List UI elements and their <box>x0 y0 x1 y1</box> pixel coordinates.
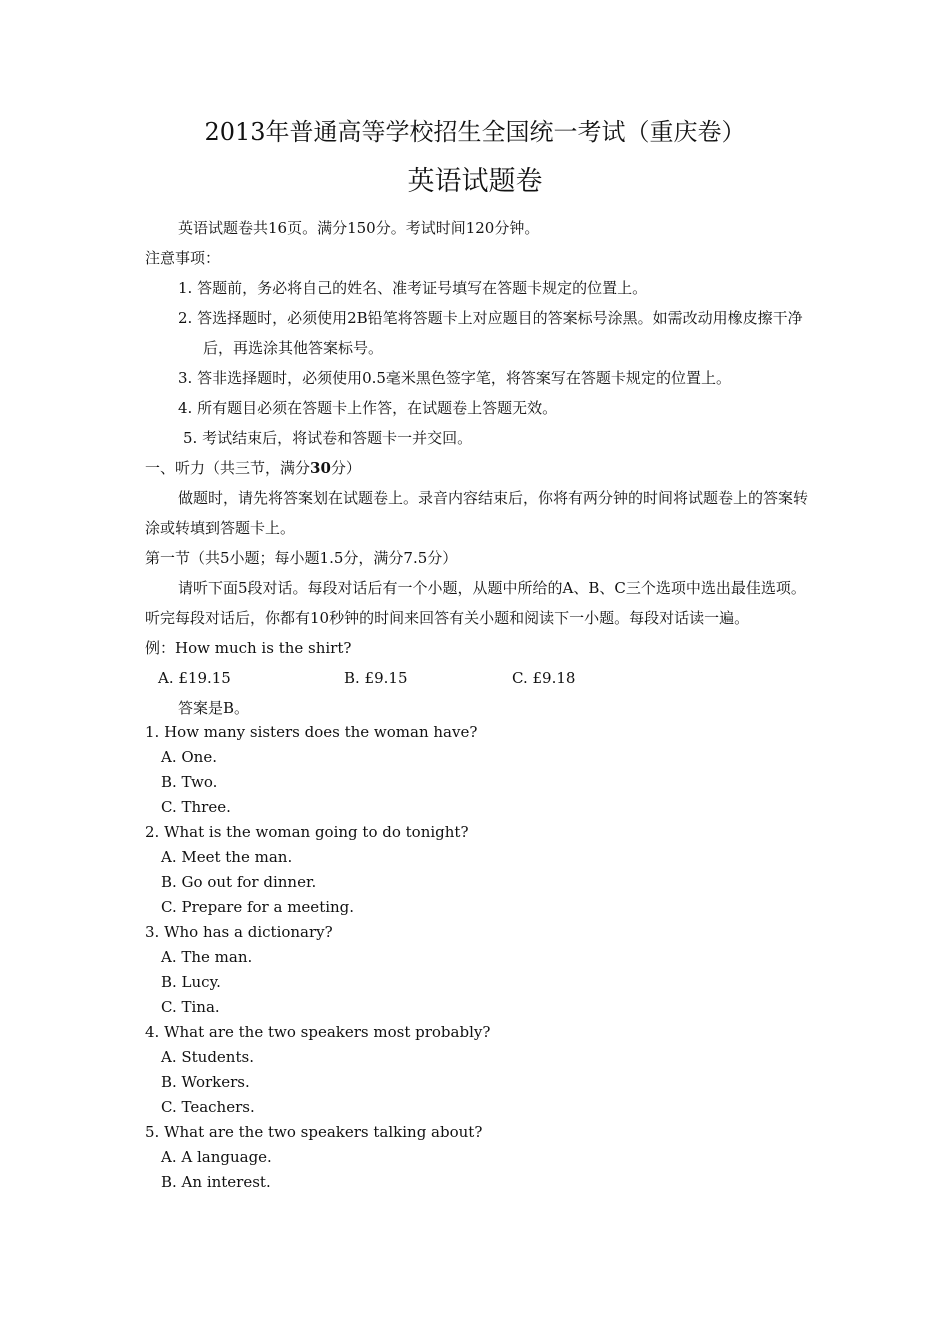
exam-body <box>145 213 810 1195</box>
answer-option: B. Go out for dinner. <box>161 873 317 891</box>
question-text: 5. What are the two speakers talking about? <box>145 1123 483 1141</box>
example-options <box>145 663 810 693</box>
example-answer: 答案是B。 <box>178 699 250 717</box>
answer-option: B. An interest. <box>161 1173 271 1191</box>
example-option: A. £19.15 <box>158 669 231 687</box>
example-option: B. £9.15 <box>344 669 408 687</box>
section-heading <box>145 453 810 483</box>
note-item: 3. 答非选择题时，必须使用0.5毫米黑色签字笔，将答案写在答题卡规定的位置上。 <box>178 369 731 387</box>
answer-option: A. One. <box>161 748 217 766</box>
answer-option: A. The man. <box>161 948 253 966</box>
section-heading-prefix: 一、听力（共三节，满分 <box>145 459 311 477</box>
exam-title: 2013年普通高等学校招生全国统一考试（重庆卷） <box>204 118 746 146</box>
part-heading: 第一节（共5小题；每小题1.5分，满分7.5分） <box>145 549 458 567</box>
answer-option: C. Prepare for a meeting. <box>161 898 355 916</box>
notes-heading: 注意事项： <box>145 249 221 267</box>
exam-subtitle: 英语试题卷 <box>407 166 543 197</box>
section-points: 30 <box>310 459 331 477</box>
question-text: 4. What are the two speakers most probably? <box>145 1023 491 1041</box>
intro-text: 英语试题卷共16页。满分150分。考试时间120分钟。 <box>178 219 540 237</box>
example-option: C. £9.18 <box>512 669 576 687</box>
question-text: 1. How many sisters does the woman have? <box>145 723 478 741</box>
note-item: 4. 所有题目必须在答题卡上作答，在试题卷上答题无效。 <box>178 399 558 417</box>
question-list <box>145 720 810 1195</box>
question-text: 2. What is the woman going to do tonight? <box>145 823 469 841</box>
note-item: 5. 考试结束后，将试卷和答题卡一并交回。 <box>183 429 473 447</box>
note-item: 2. 答选择题时，必须使用2B铅笔将答题卡上对应题目的答案标号涂黑。如需改动用橡皮擦干净后，再选涂其他答案标号。 <box>178 309 803 357</box>
part-instruction: 请听下面5段对话。每段对话后有一个小题，从题中所给的A、B、C三个选项中选出最佳选项。听完每段对话后，你都有10秒钟的时间来回答有关小题和阅读下一小题。每段对话读一遍。 <box>145 579 806 627</box>
answer-option: A. A language. <box>161 1148 272 1166</box>
answer-option: C. Teachers. <box>161 1098 255 1116</box>
answer-option: B. Lucy. <box>161 973 221 991</box>
question-text: 3. Who has a dictionary? <box>145 923 333 941</box>
answer-option: B. Workers. <box>161 1073 250 1091</box>
example-question: 例：How much is the shirt? <box>145 639 352 657</box>
section-heading-suffix: 分） <box>330 459 361 477</box>
answer-option: C. Three. <box>161 798 231 816</box>
answer-option: C. Tina. <box>161 998 220 1016</box>
note-item: 1. 答题前，务必将自己的姓名、准考证号填写在答题卡规定的位置上。 <box>178 279 648 297</box>
section-instruction: 做题时，请先将答案划在试题卷上。录音内容结束后，你将有两分钟的时间将试题卷上的答案转涂或转填到答题卡上。 <box>145 489 809 537</box>
answer-option: A. Students. <box>161 1048 254 1066</box>
answer-option: B. Two. <box>161 773 218 791</box>
answer-option: A. Meet the man. <box>161 848 293 866</box>
